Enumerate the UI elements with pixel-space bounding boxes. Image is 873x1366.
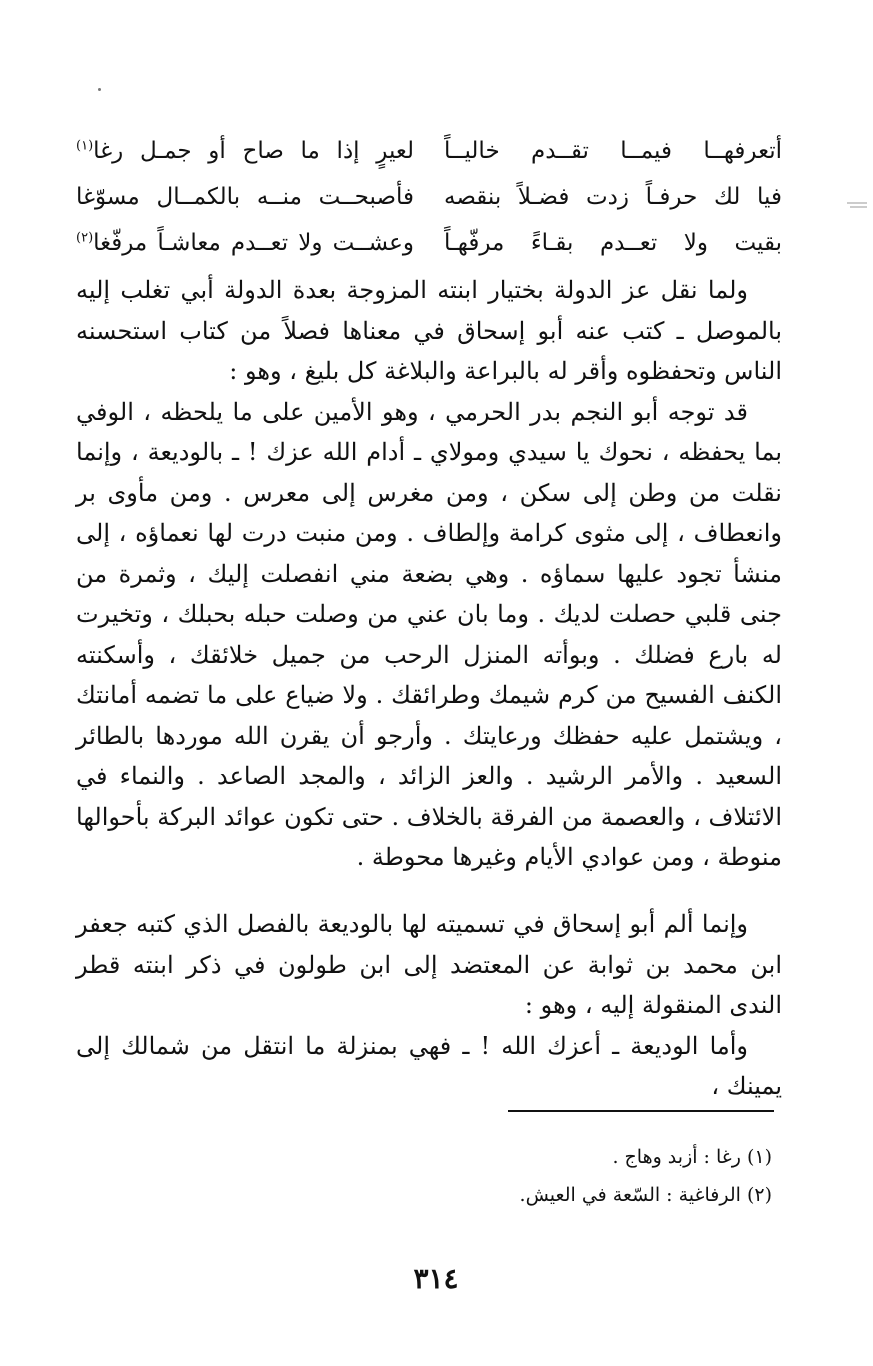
- body-text: [76, 270, 782, 878]
- page-number: ٣١٤: [413, 1262, 459, 1295]
- footnote-ref: (١): [76, 138, 94, 154]
- verse-second-hemistich: بقيت ولا تعــدم بقـاءً مرفّهـاً: [444, 230, 782, 256]
- print-speck: [98, 88, 101, 91]
- paragraph-commentary: وإنما ألم أبو إسحاق في تسميته لها بالوديعة بالفصل الذي كتبه جعفر ابن محمد بن ثوابة عن المعتضد إلى ابن طولون في ذكر ابنته قطر الندى المنقولة إليه ، وهو :: [76, 910, 782, 1019]
- paragraph-intro: ولما نقل عز الدولة بختيار ابنته المزوجة بعدة الدولة أبي تغلب إليه بالموصل ـ كتب عنه أبو إسحاق في معناها فصلاً من كتاب استحسنه الناس وتحفظوه وأقر له بالبراعة والبلاغة كل بليغ ، وهو :: [76, 276, 782, 385]
- paragraph-letter: قد توجه أبو النجم بدر الحرمي ، وهو الأمين على ما يلحظه ، الوفي بما يحفظه ، نحوك يا سيدي ومولاي ـ أدام الله عزك ! ـ بالوديعة ، وإنما نقلت من وطن إلى سكن ، ومن مغرس إلى معرس . ومن مأوى بر وانعطاف ، إلى مثوى كرامة وإلطاف . ومن منبت درت لها نعماؤه ، إلى منشأ تجود عليها سماؤه . وهي بضعة مني انفصلت إليك ، وثمرة من جنى قلبي حصلت لديك . وما بان عني من وصلت حبله بحبلك ، وتخيرت له بارع فضلك . وبوأته المنزل الرحب من جميل خلائقك ، وأسكنته الكنف الفسيح من كرم شيمك وطرائقك . ولا ضياع على ما تضمه أمانتك ، ويشتمل عليه حفظك ورعايتك . وأرجو أن يقرن الله موردها بالطائر السعيد . والأمر الرشيد . والعز الزائد ، والمجد الصاعد . والنماء في الائتلاف ، والعصمة من الفرقة بالخلاف . حتى تكون عوائد البركة بأحوالها منوطة ، ومن عوادي الأيام وغيرها محوطة .: [76, 397, 782, 871]
- footnote-1: (١) رغا : أزبد وهاج .: [612, 1146, 772, 1168]
- poem-verses: [76, 128, 782, 266]
- verse-first-hemistich: فأصبحــت منــه بالكمــال مسوّغا: [76, 184, 414, 210]
- verse-first-hemistich: لعيرٍ إذا ما صاح أو جمـل رغا$^{(١)}$: [76, 138, 414, 164]
- verse-first-hemistich: وعشــت ولا تعــدم معاشـاً مرفّغا$^{(٢)}$: [76, 230, 414, 256]
- verse-row: [76, 174, 782, 220]
- verse-second-hemistich: أتعرفهــا فيمــا تقــدم خاليــاً: [444, 138, 782, 164]
- footnotes: [400, 1138, 772, 1214]
- verse-second-hemistich: فيا لك حرفـاً زدت فضـلاً بنقصه: [444, 184, 782, 210]
- footnote-ref: (٢): [76, 230, 94, 246]
- edge-mark: [846, 200, 868, 210]
- verse-row: [76, 128, 782, 174]
- footnote-separator: [508, 1110, 774, 1112]
- paragraph-quote: وأما الوديعة ـ أعزك الله ! ـ فهي بمنزلة ما انتقل من شمالك إلى يمينك ،: [76, 1031, 782, 1100]
- body-text-continued: [76, 904, 782, 1107]
- footnote-2: (٢) الرفاغية : السّعة في العيش.: [519, 1184, 772, 1206]
- verse-row: [76, 220, 782, 266]
